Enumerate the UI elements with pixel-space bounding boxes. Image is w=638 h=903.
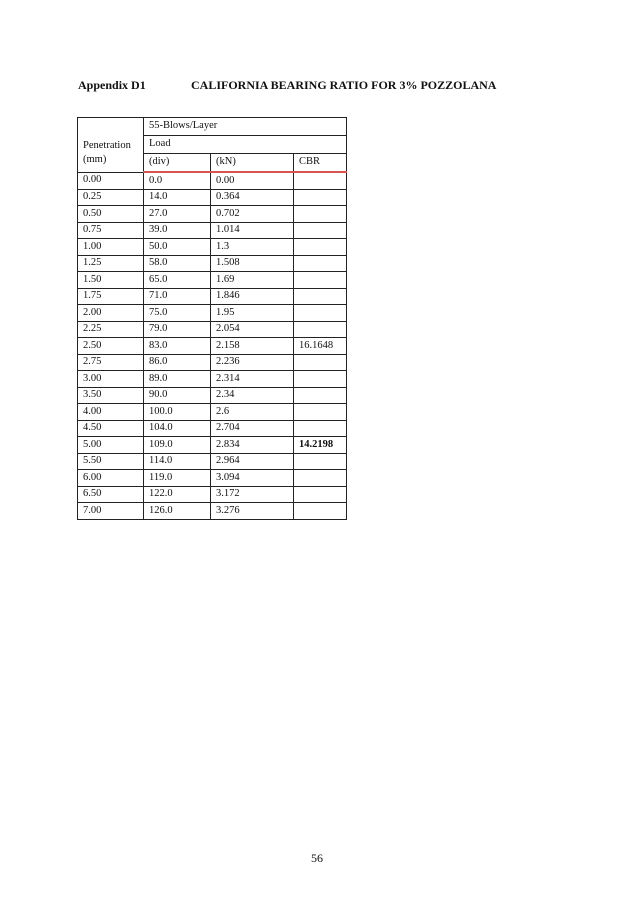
appendix-label: Appendix D1 [78,78,146,92]
cbr-table [77,117,347,520]
load-kn-cell: 2.158 [211,338,294,355]
table-row [78,239,347,256]
load-div-cell: 83.0 [144,338,211,355]
table-row [78,288,347,305]
table-row [78,272,347,289]
penetration-cell: 1.50 [78,272,144,289]
load-div-cell: 79.0 [144,321,211,338]
cbr-cell [294,354,347,371]
penetration-cell: 5.00 [78,437,144,454]
table-header-row [78,118,347,136]
cbr-cell [294,470,347,487]
load-kn-cell: 3.276 [211,503,294,520]
penetration-cell: 0.00 [78,172,144,189]
table-row [78,338,347,355]
load-div-cell: 104.0 [144,420,211,437]
load-div-cell: 126.0 [144,503,211,520]
cbr-cell [294,503,347,520]
load-div-cell: 100.0 [144,404,211,421]
penetration-cell: 2.50 [78,338,144,355]
load-div-cell: 90.0 [144,387,211,404]
table-row [78,420,347,437]
cbr-cell [294,255,347,272]
cbr-cell [294,371,347,388]
penetration-header: Penetration [83,140,131,152]
table-row [78,453,347,470]
load-kn-cell: 3.094 [211,470,294,487]
load-kn-cell: 1.95 [211,305,294,322]
cbr-header: CBR [294,154,347,173]
load-kn-cell: 3.172 [211,486,294,503]
penetration-cell: 7.00 [78,503,144,520]
table-row [78,486,347,503]
load-div-cell: 14.0 [144,189,211,206]
table-row [78,371,347,388]
cbr-cell [294,172,347,189]
cbr-cell [294,404,347,421]
penetration-cell: 2.25 [78,321,144,338]
penetration-cell: 0.25 [78,189,144,206]
penetration-cell: 1.75 [78,288,144,305]
table-row [78,321,347,338]
load-kn-cell: 2.6 [211,404,294,421]
table-row [78,387,347,404]
kn-header: (kN) [211,154,294,173]
load-div-cell: 58.0 [144,255,211,272]
load-div-cell: 50.0 [144,239,211,256]
penetration-cell: 1.25 [78,255,144,272]
penetration-cell: 3.00 [78,371,144,388]
load-div-cell: 65.0 [144,272,211,289]
table-row [78,255,347,272]
load-kn-cell: 1.508 [211,255,294,272]
penetration-cell: 4.00 [78,404,144,421]
penetration-cell: 0.50 [78,206,144,223]
load-kn-cell: 2.834 [211,437,294,454]
cbr-cell [294,189,347,206]
cbr-cell [294,206,347,223]
load-kn-cell: 2.236 [211,354,294,371]
penetration-cell: 2.75 [78,354,144,371]
penetration-cell: 4.50 [78,420,144,437]
div-header: (div) [144,154,211,173]
cbr-cell [294,239,347,256]
cbr-cell: 14.2198 [294,437,347,454]
table-row [78,305,347,322]
load-div-cell: 71.0 [144,288,211,305]
load-div-cell: 109.0 [144,437,211,454]
load-kn-cell: 2.054 [211,321,294,338]
appendix-heading [78,78,497,93]
load-div-cell: 119.0 [144,470,211,487]
load-div-cell: 122.0 [144,486,211,503]
penetration-cell: 2.00 [78,305,144,322]
load-kn-cell: 2.314 [211,371,294,388]
table-row [78,437,347,454]
cbr-cell [294,321,347,338]
appendix-title: CALIFORNIA BEARING RATIO FOR 3% POZZOLANA [191,78,497,92]
load-div-cell: 89.0 [144,371,211,388]
cbr-cell [294,305,347,322]
load-kn-cell: 0.702 [211,206,294,223]
load-header: Load [144,136,347,154]
cbr-cell [294,272,347,289]
cbr-cell [294,222,347,239]
table-row [78,470,347,487]
table-row [78,354,347,371]
table-row [78,189,347,206]
load-kn-cell: 1.014 [211,222,294,239]
load-kn-cell: 2.704 [211,420,294,437]
load-div-cell: 75.0 [144,305,211,322]
load-kn-cell: 2.964 [211,453,294,470]
load-div-cell: 114.0 [144,453,211,470]
page-number: 56 [311,851,323,865]
penetration-unit: (mm) [83,154,107,166]
cbr-cell [294,420,347,437]
table-row [78,222,347,239]
load-div-cell: 39.0 [144,222,211,239]
load-kn-cell: 2.34 [211,387,294,404]
load-div-cell: 27.0 [144,206,211,223]
cbr-cell [294,486,347,503]
load-kn-cell: 1.69 [211,272,294,289]
cbr-cell [294,288,347,305]
table-row [78,503,347,520]
cbr-cell [294,387,347,404]
penetration-cell: 5.50 [78,453,144,470]
table-row [78,404,347,421]
blows-per-layer-header: 55-Blows/Layer [144,118,347,136]
cbr-cell [294,453,347,470]
load-kn-cell: 1.846 [211,288,294,305]
penetration-cell: 3.50 [78,387,144,404]
load-kn-cell: 0.364 [211,189,294,206]
load-div-cell: 0.0 [144,172,211,189]
penetration-cell: 0.75 [78,222,144,239]
penetration-cell: 6.00 [78,470,144,487]
load-kn-cell: 1.3 [211,239,294,256]
table-row [78,206,347,223]
table-row [78,172,347,189]
penetration-cell: 1.00 [78,239,144,256]
cbr-cell: 16.1648 [294,338,347,355]
load-kn-cell: 0.00 [211,172,294,189]
penetration-cell: 6.50 [78,486,144,503]
load-div-cell: 86.0 [144,354,211,371]
penetration-header-cell [78,118,144,173]
